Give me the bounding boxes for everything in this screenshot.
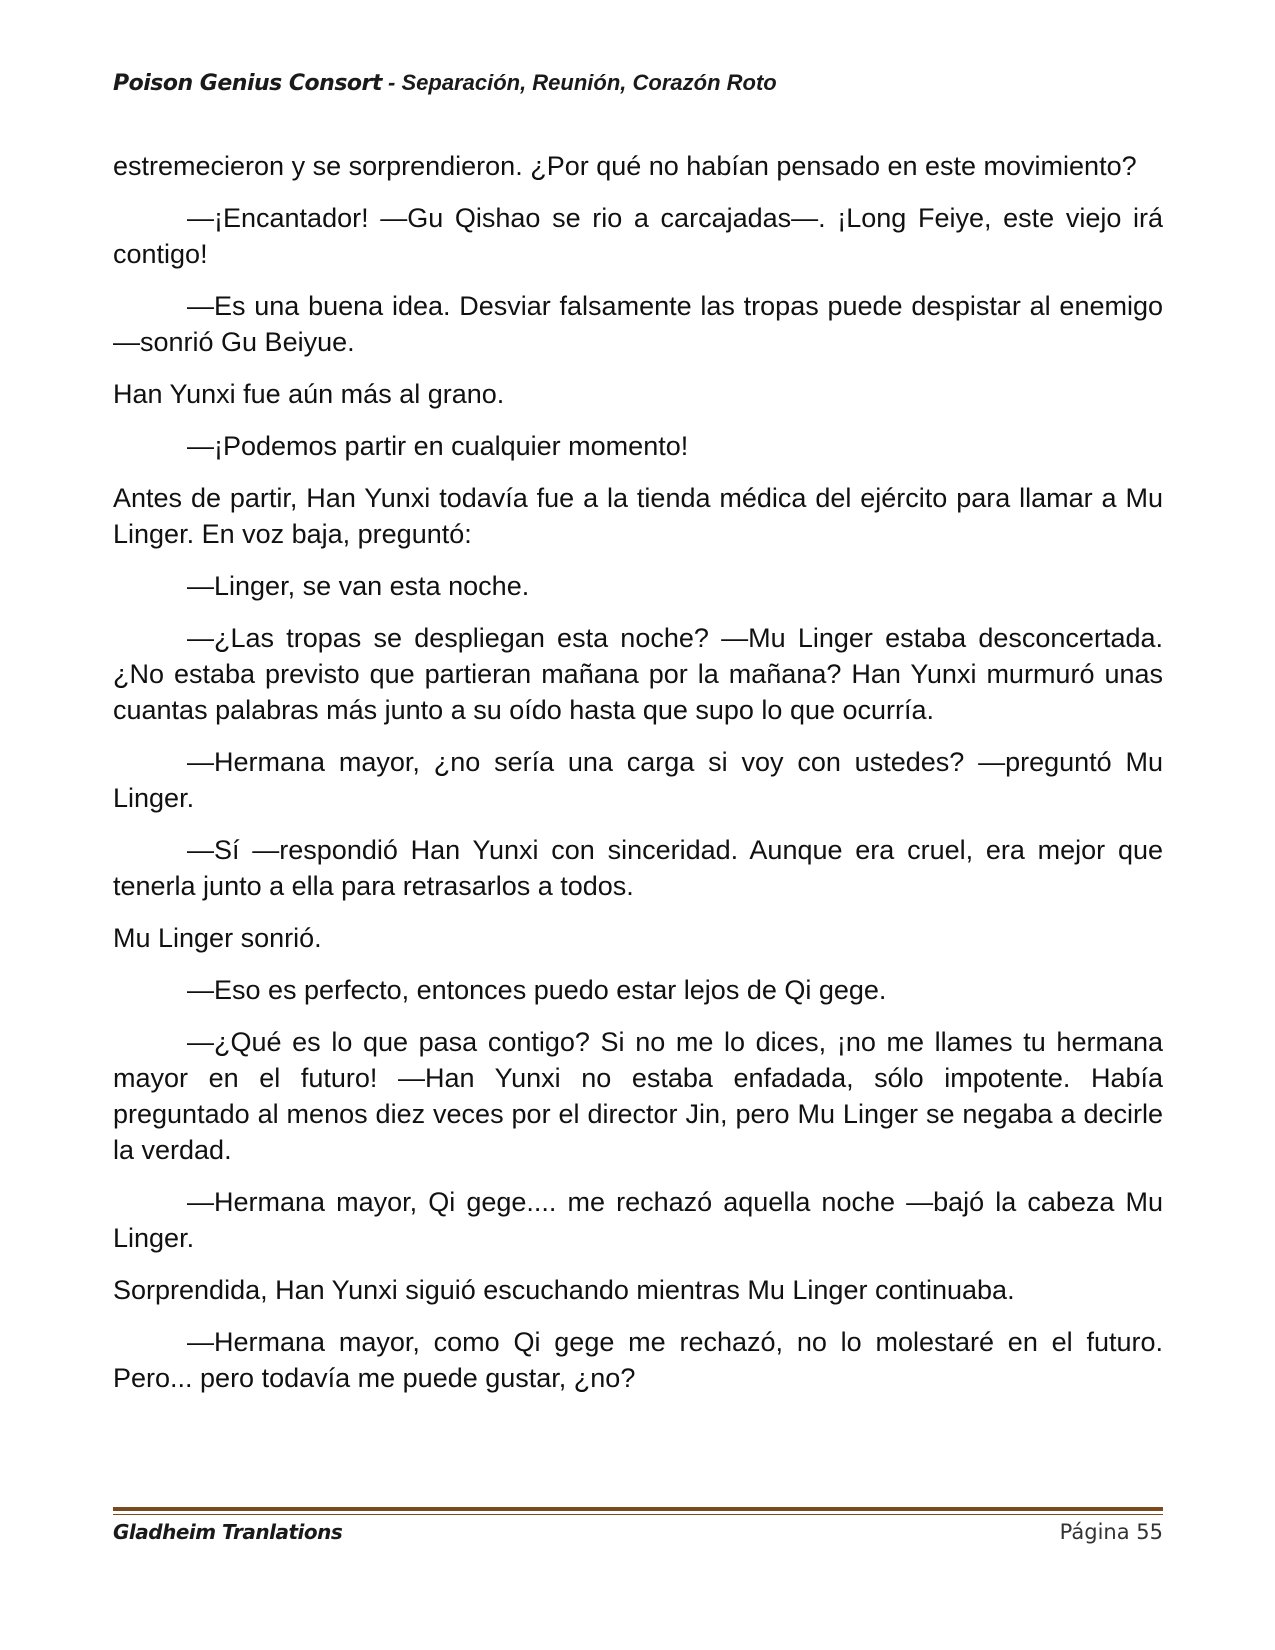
paragraph: Han Yunxi fue aún más al grano.: [113, 379, 505, 409]
header-separator: -: [381, 70, 402, 95]
footer-credit: Gladheim Tranlations: [113, 1520, 343, 1544]
paragraph: —Sí —respondió Han Yunxi con sinceridad. Aunque era cruel, era mejor que tenerla junto a ella para retrasarlos a todos.: [113, 835, 1163, 901]
paragraph: —Hermana mayor, como Qi gege me rechazó, no lo molestaré en el futuro. Pero... pero todavía me puede gustar, ¿no?: [113, 1327, 1163, 1393]
chapter-title: Separación, Reunión, Corazón Roto: [401, 70, 777, 95]
paragraph: estremecieron y se sorprendieron. ¿Por qué no habían pensado en este movimiento?: [113, 151, 1137, 181]
footer-rule: [113, 1507, 1163, 1511]
paragraph: Sorprendida, Han Yunxi siguió escuchando mientras Mu Linger continuaba.: [113, 1275, 1015, 1305]
series-title: Poison Genius Consort: [113, 71, 382, 96]
paragraph: —Linger, se van esta noche.: [187, 571, 530, 601]
paragraph: —Eso es perfecto, entonces puedo estar lejos de Qi gege.: [187, 975, 887, 1005]
paragraph: Mu Linger sonrió.: [113, 923, 322, 953]
page-body: [113, 148, 1163, 1412]
paragraph: —Es una buena idea. Desviar falsamente las tropas puede despistar al enemigo —sonrió Gu Beiyue.: [113, 291, 1163, 357]
paragraph: —¿Las tropas se despliegan esta noche? —Mu Linger estaba desconcertada. ¿No estaba previsto que partieran mañana por la mañana? Han Yunxi murmuró unas cuantas palabras más junto a su oído hasta que supo lo que ocurría.: [113, 623, 1163, 725]
paragraph: Antes de partir, Han Yunxi todavía fue a la tienda médica del ejército para llamar a Mu Linger. En voz baja, preguntó:: [113, 483, 1163, 549]
running-header: [113, 70, 1163, 96]
page-number: Página 55: [1059, 1520, 1163, 1544]
paragraph: —Hermana mayor, ¿no sería una carga si voy con ustedes? —preguntó Mu Linger.: [113, 747, 1163, 813]
paragraph: —Hermana mayor, Qi gege.... me rechazó aquella noche —bajó la cabeza Mu Linger.: [113, 1187, 1163, 1253]
paragraph: —¡Podemos partir en cualquier momento!: [187, 431, 689, 461]
footer-rule-thin: [113, 1514, 1163, 1515]
paragraph: —¿Qué es lo que pasa contigo? Si no me lo dices, ¡no me llames tu hermana mayor en el futuro! —Han Yunxi no estaba enfadada, sólo impotente. Había preguntado al menos diez veces por el director Jin, pero Mu Linger se negaba a decirle la verdad.: [113, 1027, 1163, 1165]
paragraph: —¡Encantador! —Gu Qishao se rio a carcajadas—. ¡Long Feiye, este viejo irá contigo!: [113, 203, 1163, 269]
